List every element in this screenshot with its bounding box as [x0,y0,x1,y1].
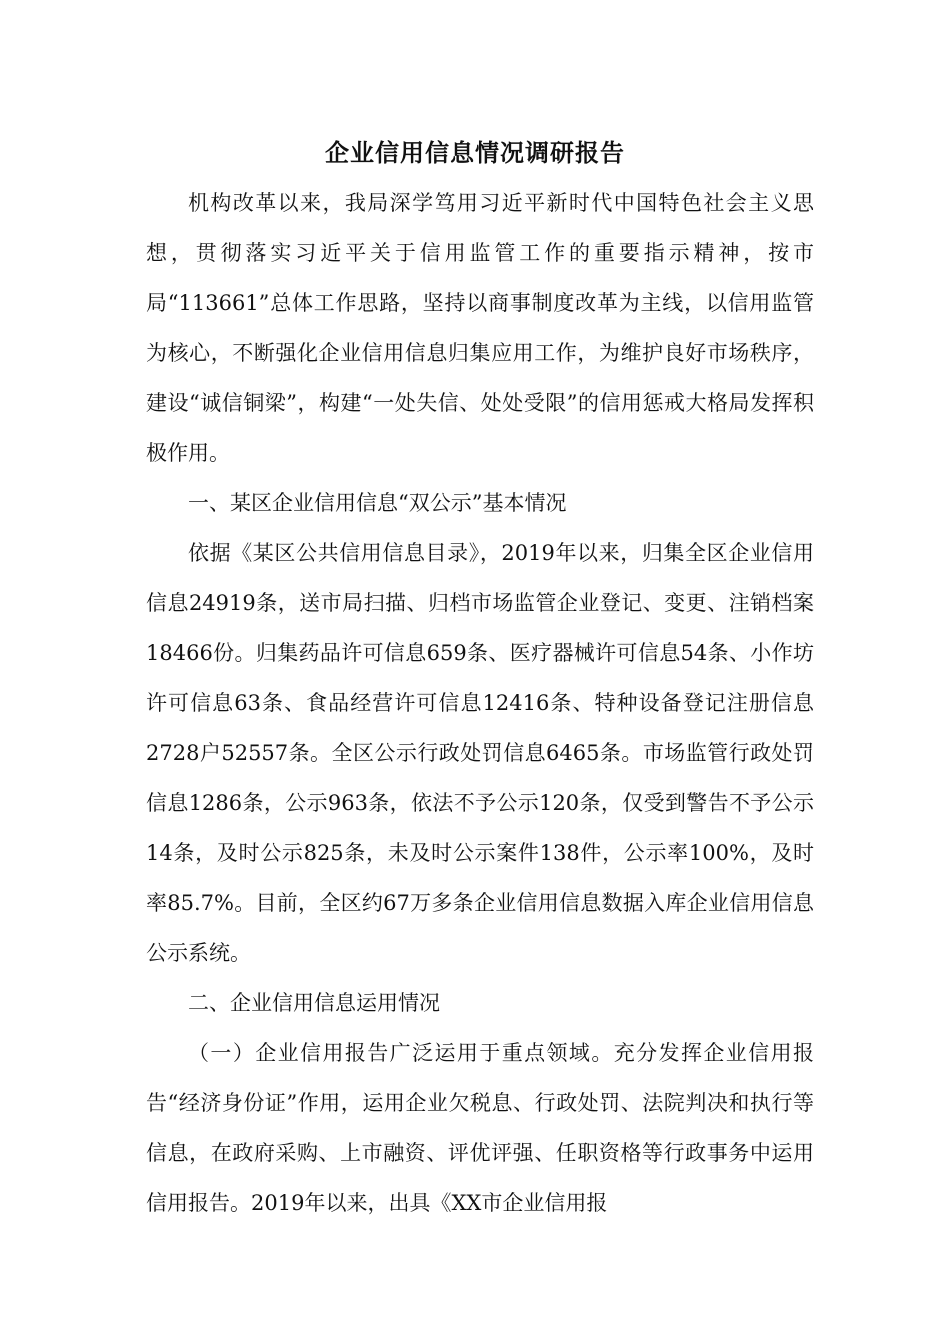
document-body [146,178,814,1228]
paragraph-credit-report: （一）企业信用报告广泛运用于重点领域。充分发挥企业信用报告“经济身份证”作用，运用企业欠税息、行政处罚、法院判决和执行等信息，在政府采购、上市融资、评优评强、任职资格等行政事务中运用信用报告。2019年以来，出具《XX市企业信用报 [146,1041,814,1215]
paragraph-intro: 机构改革以来，我局深学笃用习近平新时代中国特色社会主义思想，贯彻落实习近平关于信用监管工作的重要指示精神，按市局“113661”总体工作思路，坚持以商事制度改革为主线，以信用监管为核心，不断强化企业信用信息归集应用工作，为维护良好市场秩序，建设“诚信铜梁”，构建“一处失信、处处受限”的信用惩戒大格局发挥积极作用。 [146,191,814,465]
section-heading-2: 二、企业信用信息运用情况 [188,991,440,1015]
paragraph-basic-info: 依据《某区公共信用信息目录》，2019年以来，归集全区企业信用信息24919条，送市局扫描、归档市场监管企业登记、变更、注销档案18466份。归集药品许可信息659条、医疗器械许可信息54条、小作坊许可信息63条、食品经营许可信息12416条、特种设备登记注册信息2728户52557条。全区公示行政处罚信息6465条。市场监管行政处罚信息1286条，公示963条，依法不予公示120条，仅受到警告不予公示14条，及时公示825条，未及时公示案件138件，公示率100%，及时率85.7%。目前，全区约67万多条企业信用信息数据入库企业信用信息公示系统。 [146,541,814,965]
section-heading-1: 一、某区企业信用信息“双公示”基本情况 [188,491,567,515]
document-title: 企业信用信息情况调研报告 [325,138,625,167]
